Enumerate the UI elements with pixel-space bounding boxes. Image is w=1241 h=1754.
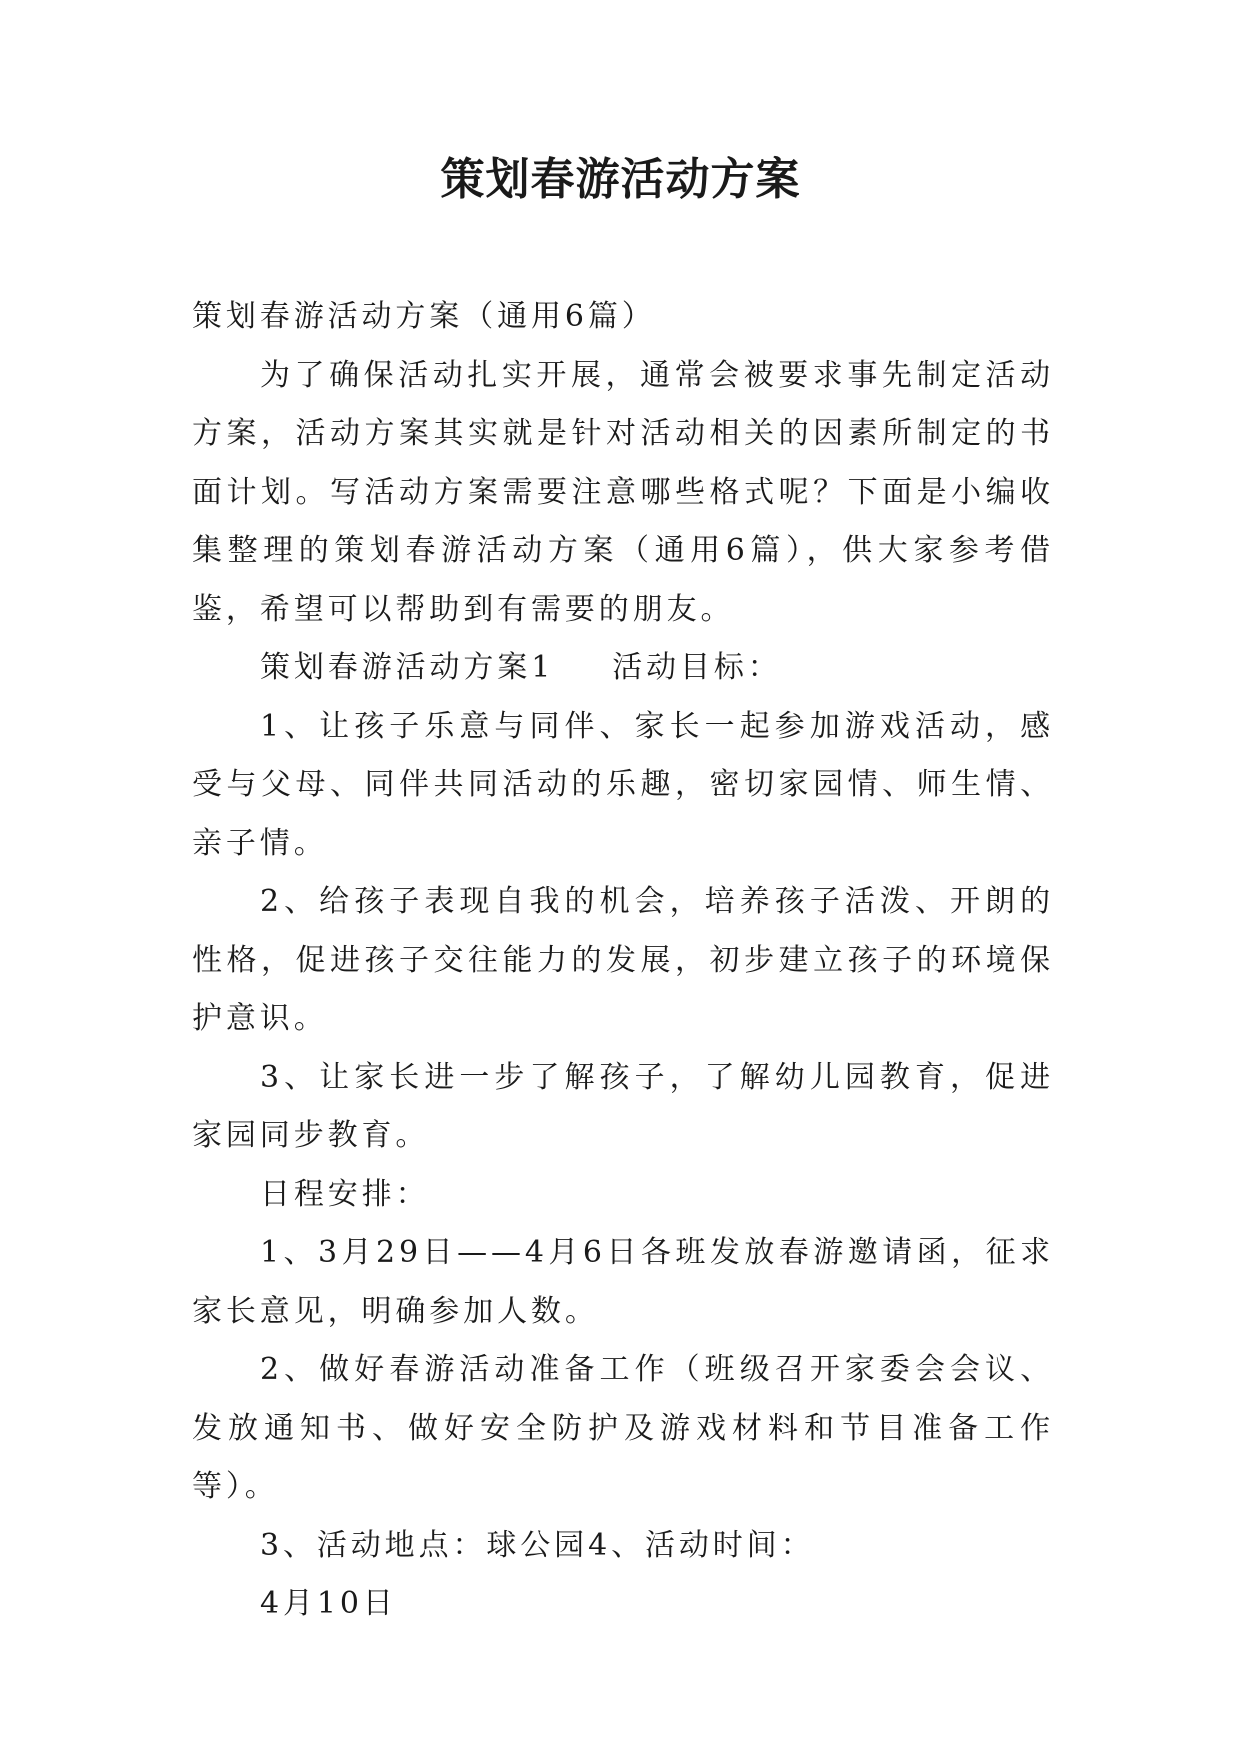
paragraph-schedule-2: 2、做好春游活动准备工作（班级召开家委会会议、发放通知书、做好安全防护及游戏材料和节目准备工作等）。 bbox=[192, 1352, 1054, 1504]
paragraph-goal-1: 1、让孩子乐意与同伴、家长一起参加游戏活动，感受与父母、同伴共同活动的乐趣，密切家园情、师生情、亲子情。 bbox=[192, 708, 1054, 861]
document-title: 策划春游活动方案 bbox=[440, 154, 801, 205]
paragraph-goal-3: 3、让家长进一步了解孩子，了解幼儿园教育，促进家园同步教育。 bbox=[192, 1059, 1054, 1153]
paragraph-goal-2: 2、给孩子表现自我的机会，培养孩子活泼、开朗的性格，促进孩子交往能力的发展，初步建立孩子的环境保护意识。 bbox=[192, 884, 1054, 1036]
section-label: 活动目标： bbox=[612, 650, 782, 685]
paragraph-schedule-1: 1、3月29日——4月6日各班发放春游邀请函，征求家长意见，明确参加人数。 bbox=[192, 1235, 1054, 1329]
section-title: 策划春游活动方案1 bbox=[260, 650, 555, 685]
paragraph-subtitle: 策划春游活动方案（通用6篇） bbox=[192, 299, 656, 334]
document-body bbox=[192, 288, 1054, 1634]
paragraph-schedule-3: 3、活动地点：球公园4、活动时间： bbox=[260, 1527, 815, 1563]
paragraph-schedule-heading: 日程安排： bbox=[260, 1176, 430, 1212]
paragraph-intro: 为了确保活动扎实开展，通常会被要求事先制定活动方案，活动方案其实就是针对活动相关的因素所制定的书面计划。写活动方案需要注意哪些格式呢？下面是小编收集整理的策划春游活动方案（通用6篇），供大家参考借鉴，希望可以帮助到有需要的朋友。 bbox=[192, 357, 1054, 627]
paragraph-date: 4月10日 bbox=[260, 1586, 397, 1621]
paragraph-section-heading bbox=[192, 639, 1054, 698]
